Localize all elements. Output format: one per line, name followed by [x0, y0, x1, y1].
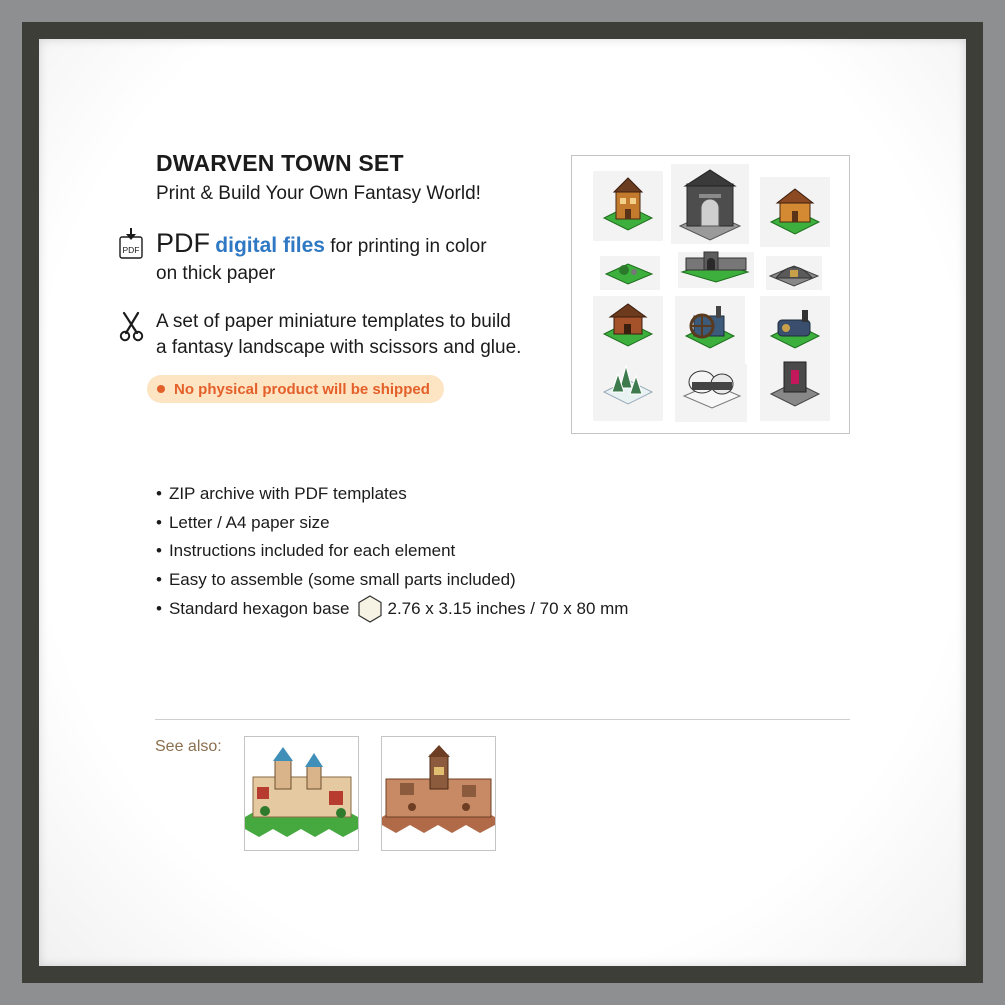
feature-text: Easy to assemble (some small parts included) [168, 570, 516, 590]
pdf-icon-label: PDF [122, 245, 140, 255]
list-item: • Standard hexagon base 2.76 x 3.15 inches / 70 x 80 mm [156, 594, 628, 623]
format-pdf: PDF [156, 228, 210, 258]
feature-text: Letter / A4 paper size [168, 512, 330, 532]
divider [155, 719, 850, 720]
format-line [156, 228, 487, 259]
pdf-download-icon [119, 228, 145, 260]
feature-base-size: 2.76 x 3.15 inches / 70 x 80 mm [387, 598, 629, 618]
feature-text: Instructions included for each element [168, 541, 456, 561]
product-title: DWARVEN TOWN SET [156, 150, 404, 176]
hexagon-icon [358, 595, 382, 623]
no-shipping-notice [147, 375, 444, 403]
format-line2: on thick paper [156, 263, 276, 284]
feature-text: ZIP archive with PDF templates [168, 484, 407, 504]
list-item: • Letter / A4 paper size [156, 509, 628, 538]
notice-dot-icon [157, 385, 165, 393]
list-item: • Instructions included for each element [156, 537, 628, 566]
format-line1-rest: for printing in color [330, 236, 487, 257]
see-also-label: See also: [155, 738, 222, 755]
list-item: • Easy to assemble (some small parts included) [156, 566, 628, 595]
feature-list [156, 480, 628, 623]
description-line1: A set of paper miniature templates to build [156, 311, 511, 332]
dwarven-town-miniatures-preview [571, 155, 850, 434]
castle-town-thumbnail[interactable] [244, 736, 359, 851]
feature-base-label: Standard hexagon base [168, 598, 350, 618]
desert-town-thumbnail[interactable] [381, 736, 496, 851]
product-subtitle: Print & Build Your Own Fantasy World! [156, 183, 481, 204]
description-line2: a fantasy landscape with scissors and glue. [156, 337, 522, 358]
list-item: • ZIP archive with PDF templates [156, 480, 628, 509]
format-digital-files: digital files [215, 234, 325, 257]
scissors-icon [118, 311, 146, 343]
notice-text: No physical product will be shipped [174, 380, 430, 398]
